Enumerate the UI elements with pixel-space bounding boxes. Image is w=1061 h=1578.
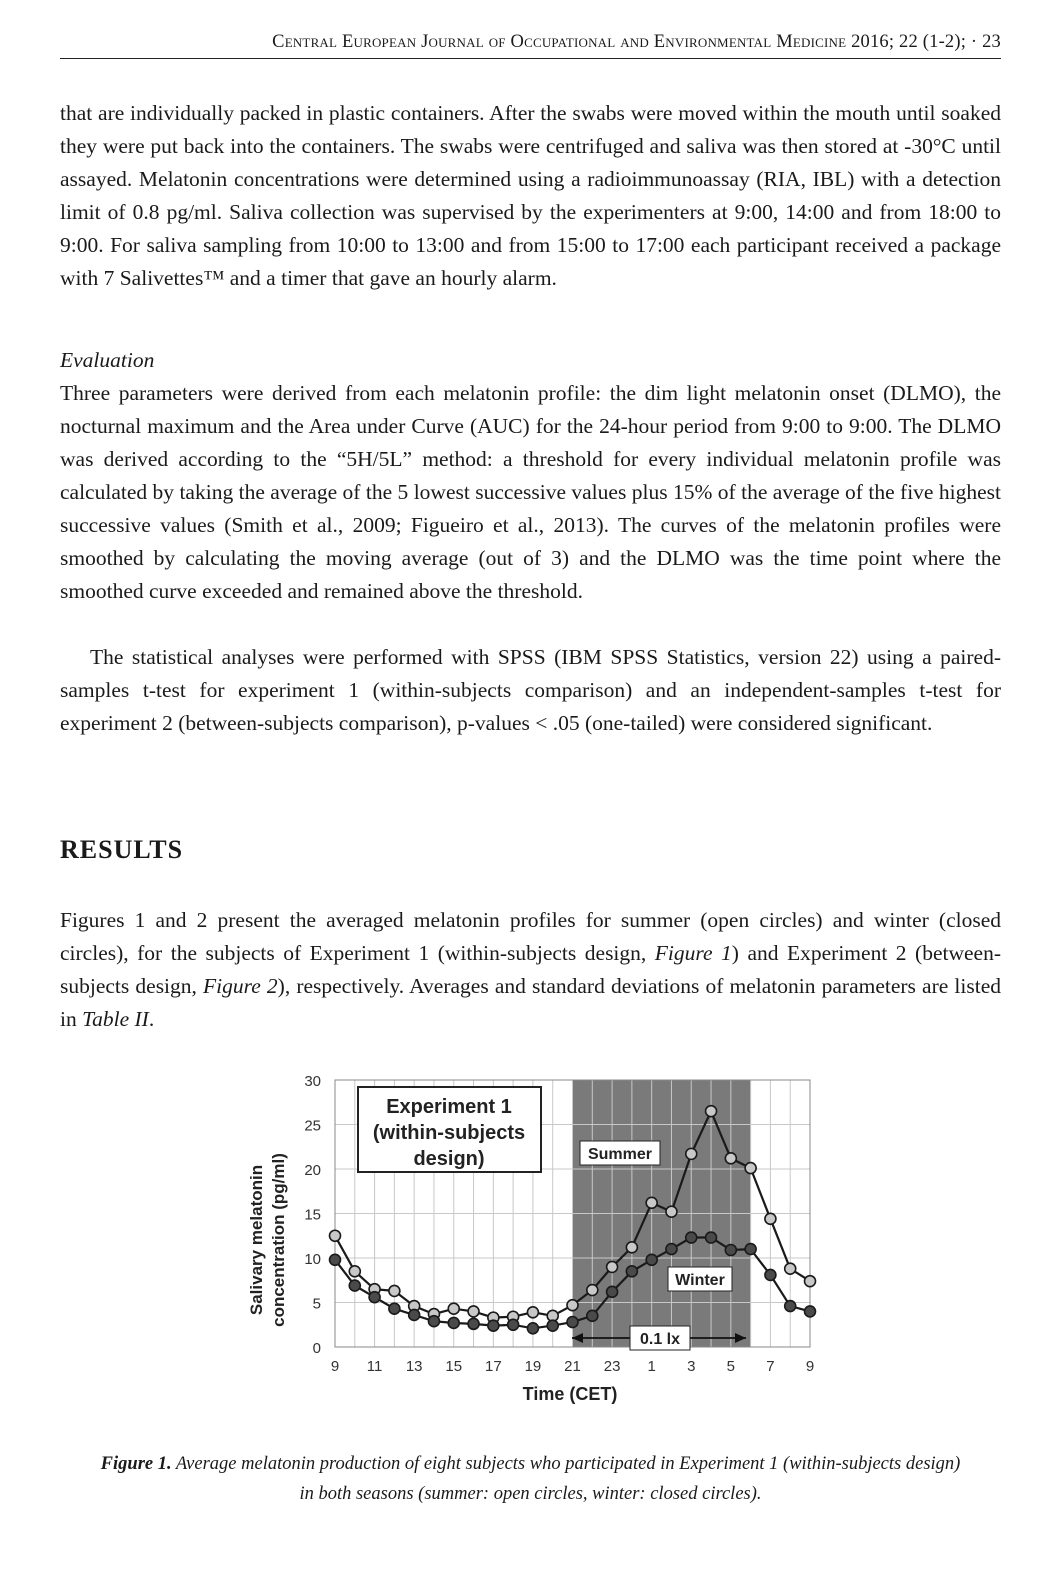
point-winter (666, 1244, 677, 1255)
paragraph-results (60, 904, 1001, 1036)
x-tick-label: 13 (405, 1358, 423, 1375)
figure-1-reference: Figure 1 (654, 941, 732, 965)
x-tick-label: 11 (366, 1358, 383, 1375)
point-summer (646, 1197, 657, 1208)
point-winter (547, 1320, 558, 1331)
point-winter (626, 1266, 637, 1277)
x-tick-label: 9 (330, 1358, 340, 1375)
title-line-1: Experiment 1 (386, 1096, 512, 1118)
point-winter (745, 1244, 756, 1255)
point-summer (706, 1106, 717, 1117)
y-tick-label: 0 (312, 1340, 321, 1357)
point-summer (805, 1276, 816, 1287)
point-winter (765, 1269, 776, 1280)
paragraph-evaluation: Three parameters were derived from each melatonin profile: the dim light melatonin onset (DLMO), the nocturnal maximum and the Area under Curve (AUC) for the 24-hour period from 9:00 to 9:00. The DLMO was derived according to the “5H/5L” method: a threshold for every individual melatonin profile was calculated by taking the average of the 5 lowest successive values plus 15% of the average of the five highest successive values (Smith et al., 2009; Figueiro et al., 2013). The curves of the melatonin profiles were smoothed by calculating the moving average (out of 3) and the DLMO was the time point where the smoothed curve exceeded and remained above the threshold. (60, 381, 1001, 603)
point-summer (330, 1230, 341, 1241)
point-summer (765, 1213, 776, 1224)
caption-label: Figure 1. (100, 1454, 172, 1474)
point-winter (646, 1254, 657, 1265)
point-winter (706, 1232, 717, 1243)
legend-winter-label: Winter (675, 1272, 725, 1289)
point-summer (626, 1242, 637, 1253)
y-tick-label: 10 (304, 1251, 321, 1268)
light-level-label: 0.1 lx (639, 1331, 681, 1348)
title-line-2: (within-subjects (372, 1122, 526, 1144)
point-winter (349, 1280, 360, 1291)
header-rule (60, 58, 1001, 59)
results-heading: RESULTS (60, 835, 184, 864)
x-tick-label: 1 (647, 1358, 656, 1375)
figure-1 (240, 1068, 830, 1414)
x-tick-label: 17 (484, 1358, 502, 1375)
point-winter (587, 1310, 598, 1321)
point-winter (369, 1292, 380, 1303)
point-winter (607, 1286, 618, 1297)
point-summer (587, 1285, 598, 1296)
point-summer (785, 1263, 796, 1274)
point-summer (468, 1306, 479, 1317)
point-summer (448, 1303, 459, 1314)
paragraph-statistics: The statistical analyses were performed with SPSS (IBM SPSS Statistics, version 22) using a paired-samples t-test for experiment 1 (within-subjects comparison) and an independent-samples t-test for experiment 2 (between-subjects comparison), p-values < .05 (one-tailed) were considered significant. (60, 645, 1001, 735)
point-winter (409, 1309, 420, 1320)
point-summer (666, 1206, 677, 1217)
point-summer (607, 1261, 618, 1272)
x-tick-label: 15 (445, 1358, 463, 1375)
xlabel: Time (CET) (522, 1384, 618, 1404)
point-winter (330, 1254, 341, 1265)
point-summer (527, 1307, 538, 1318)
point-winter (785, 1301, 796, 1312)
results-text-d: . (148, 1007, 155, 1031)
x-tick-label: 19 (524, 1358, 542, 1375)
title-line-3: design) (413, 1148, 485, 1170)
y-tick-label: 5 (312, 1295, 321, 1313)
point-summer (349, 1266, 360, 1277)
results-text-a: Figures 1 and 2 present the averaged melatonin profiles for summer (open circles) and winter (closed circles), for the subjects of Experiment 1 (within-subjects design, (60, 908, 1001, 965)
paragraph-saliva-collection: that are individually packed in plastic containers. After the swabs were moved within the mouth until soaked they were put back into the containers. The swabs were centrifuged and saliva was then stored at -30°C until assayed. Melatonin concentrations were determined using a radioimmunoassay (RIA, IBL) with a detection limit of 0.8 pg/ml. Saliva collection was supervised by the experimenters at 9:00, 14:00 and from 18:00 to 9:00. For saliva sampling from 10:00 to 13:00 and from 15:00 to 17:00 each participant received a package with 7 Salivettes™ and a timer that gave an hourly alarm. (60, 101, 1001, 290)
ylabel-line-1: Salivary melatonin (247, 1164, 266, 1316)
point-summer (389, 1285, 400, 1296)
point-winter (468, 1318, 479, 1329)
point-winter (448, 1317, 459, 1328)
point-summer (567, 1300, 578, 1311)
figure-2-reference: Figure 2 (203, 974, 278, 998)
table-2-reference: Table II (82, 1007, 149, 1031)
evaluation-heading: Evaluation (60, 348, 155, 372)
point-summer (745, 1163, 756, 1174)
x-tick-label: 3 (687, 1358, 696, 1375)
point-winter (805, 1306, 816, 1317)
running-header: Central European Journal of Occupational and Environmental Medicine 2016; 22 (1-2); · 23 (272, 32, 1001, 52)
y-tick-label: 30 (304, 1073, 321, 1090)
caption-text: Average melatonin production of eight subjects who participated in Experiment 1 (within-subjects design) in both seasons (summer: open circles, winter: closed circles). (171, 1454, 961, 1504)
x-tick-label: 21 (564, 1358, 581, 1375)
results-text-b: ) and Experiment 2 (between-subjects design, (60, 941, 1002, 998)
point-winter (508, 1319, 519, 1330)
title-box (358, 1087, 541, 1172)
point-summer (686, 1148, 697, 1159)
x-tick-label: 9 (805, 1358, 815, 1375)
y-tick-label: 15 (304, 1206, 321, 1224)
legend-winter (668, 1267, 732, 1291)
point-winter (488, 1320, 499, 1331)
ylabel (247, 1153, 288, 1327)
ylabel-line-2: concentration (pg/ml) (269, 1153, 288, 1327)
figure-caption (100, 1449, 961, 1509)
legend-summer (580, 1141, 660, 1165)
point-summer (725, 1153, 736, 1164)
x-tick-label: 23 (603, 1358, 621, 1375)
point-winter (686, 1232, 697, 1243)
y-tick-label: 20 (304, 1162, 321, 1179)
point-winter (527, 1323, 538, 1334)
x-tick-label: 5 (726, 1358, 736, 1375)
point-winter (567, 1317, 578, 1328)
results-text-c: ), respectively. Averages and standard deviations of melatonin parameters are listed in (60, 974, 1002, 1031)
legend-summer-label: Summer (587, 1146, 653, 1163)
point-winter (725, 1244, 736, 1255)
point-winter (428, 1316, 439, 1327)
point-winter (389, 1303, 400, 1314)
y-tick-label: 25 (304, 1117, 321, 1135)
melatonin-chart (240, 1068, 830, 1414)
x-tick-label: 7 (766, 1358, 775, 1375)
